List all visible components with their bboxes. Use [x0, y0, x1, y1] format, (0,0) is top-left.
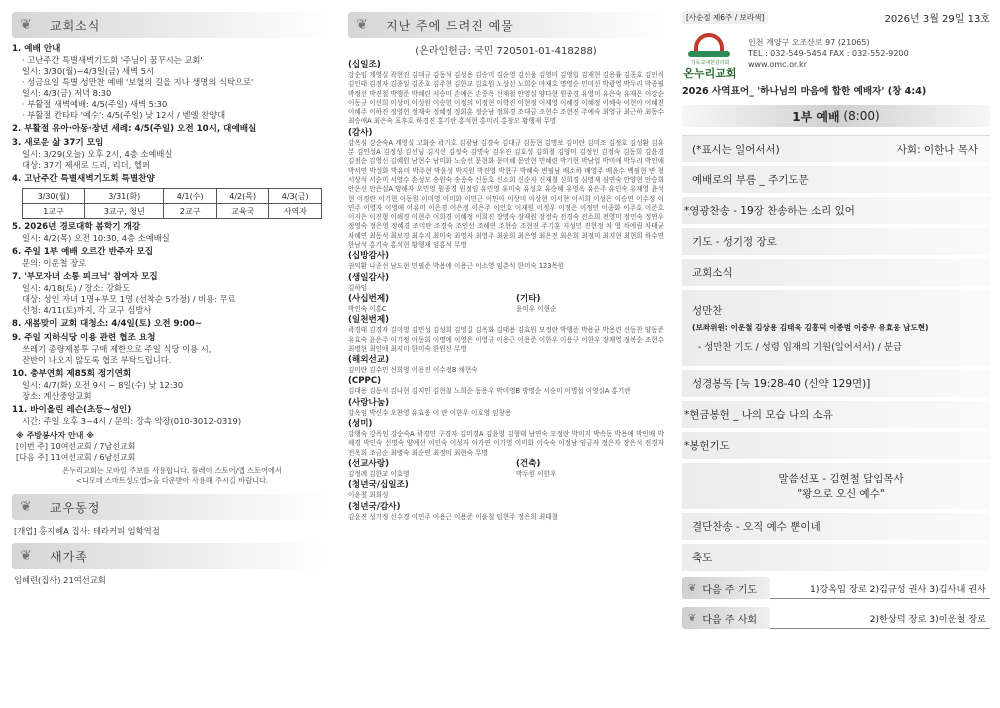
members-news-title: 교우동정 [50, 500, 101, 515]
star-mark: * [684, 408, 690, 421]
prayer-schedule-table [22, 188, 322, 219]
next-prayer-bar [682, 575, 990, 601]
offering-names: 박두원 이한우 [516, 469, 557, 478]
news-item-line: 잔반이 나오지 않도록 협조 부탁드립니다. [22, 355, 172, 365]
denomination-name: 기독교대한감리회 [690, 60, 730, 66]
church-address [748, 37, 909, 70]
offering-names: 김윤진 성기정 신수경 이민주 이용근 이용준 이윤철 임현주 정은희 최태철 [348, 512, 558, 521]
offerings-header [348, 12, 664, 38]
offering-names: 강옥임 박신수 오찬영 유효웅 이 란 이한우 이호영 임창용 [348, 408, 512, 417]
news-item-line: 시간: 주일 오후 3~4시 / 문의: 강속 악장(010-3012-0319) [22, 416, 242, 426]
offering-heading: (건축) [516, 458, 541, 469]
news-item [12, 44, 332, 121]
order-of-worship-column [674, 0, 1000, 708]
offering-groups-3 [348, 480, 664, 522]
next-leader-label: 다음 주 사회 [702, 614, 758, 626]
news-list-2 [12, 222, 332, 427]
offering-heading: (선교사랑) [348, 458, 390, 469]
order-item-text: 기도 - 성기정 장로 [692, 236, 777, 248]
offering-heading: (해외선교) [348, 355, 390, 366]
communion-assistants: (보좌위원: 이운철 김상용 김태욱 김흥덕 이종범 이중우 유효웅 남도현) [692, 323, 929, 332]
schedule-group-cell: 교육국 [216, 204, 269, 219]
schedule-group-cell: 2교구 [164, 204, 217, 219]
order-item [682, 370, 990, 397]
next-prayer-label: 다음 주 기도 [702, 584, 758, 596]
order-item [682, 259, 990, 286]
offering-names: 강옥심 강순숙A 계영실 고화순 곽기호 김광남 김경숙 김대규 김동현 김명보 김미란 김미조 김정호 김성환 김유분 김인성A 김정성 김선님 김지선 김정숙 김명숙 김우진 김호성 김희철 김양미 김정인 김정숙 김동희 김윤경 김점순 김영신 김혜원 남현수 남미화 노승선 문현화 문미혜 문안현 민혜련 박기현 박남일 박미애 박두리 박인애 박서연 박성화 박유미 박주현 박윤성 박지원 박진영 박현구 박혜숙 변필남 배소하 배영주 배윤수 백필현 변 철 서상석 서순미 서영수 손성모 송원숙 송종숙 신동호 신소희 신순자 신재철 신희경 심명재 심연숙 안양현 안승희 안은선 안은실A 양해자 오민영 원종경 원정임 유민영 유미숙 유성호 유승혜 유영옥 유은주 유인숙 유재영 윤석현 이경란 이기현 이동원 이미영 이미화 이민근 이민아 이상미 이상현 이서현 이서희 이성은 이승연 이수정 이연주 이영자 이영애 이유미 이은경 이은정 이은주 이인호 이재원 이정우 이정은 이정민 이종화 이주호 이준호 이지은 이진형 이해경 이현주 이희경 이혜정 이희진 장명숙 장재원 장정숙 전경숙 전소희 전영미 정민숙 정연우 정영숙 정은영 정혜경 조미란 조경숙 조인선 조해연 조현승 조현진 주기훈 지성민 진현정 차 영 차에림 차태균 차혜연 최동식 최보경 최수지 최미숙 최영자 최영주 최윤희 최은영 최은진 최은희 최정미 최지현 최현희 하수연 한남석 홍기숙 홍석현 황행재 임홍석 무명 [348, 138, 664, 250]
service-title [682, 105, 990, 127]
news-item [12, 124, 332, 135]
order-item-text: 결단찬송 - 오직 예수 뿐이네 [692, 521, 821, 533]
offering-heading: (십일조) [348, 60, 381, 70]
communion-row [682, 290, 990, 366]
news-item-heading: 9. 주일 지하식당 이용 관련 협조 요청 [12, 333, 156, 343]
offering-heading: (십방감사) [348, 251, 390, 262]
schedule-group-cell: 사역자 [269, 204, 322, 219]
bulletin-date: 2026년 3월 29일 13호 [884, 14, 990, 25]
offering-names: 김대용 김동석 김나현 김지민 김현철 노희순 동용우 박미영B 방명순 서승미 이명섭 이영실A 홍기란 [348, 387, 631, 396]
news-item-heading: 5. 2026년 경로대학 봄학기 개강 [12, 222, 141, 232]
offering-pair [348, 294, 664, 315]
schedule-group-cell: 3교구, 청년 [85, 204, 164, 219]
schedule-group-cell: 1교구 [23, 204, 85, 219]
communion-detail: - 성만찬 기도 / 성령 임재의 기원(일어서서) / 분급 [698, 342, 902, 353]
church-name: 온누리교회 [683, 67, 737, 80]
offering-heading: (생일감사) [348, 272, 390, 283]
news-item [12, 272, 332, 316]
news-item-line: 일시: 3/30(월)~4/3일(금) 새벽 5시 [22, 66, 154, 76]
schedule-day-cell: 4/2(목) [216, 189, 269, 204]
order-item [682, 401, 990, 428]
new-family-title: 새가족 [50, 549, 88, 564]
website-link[interactable]: www.omc.or.kr [748, 59, 807, 69]
schedule-groups-row [23, 204, 322, 219]
news-item-heading: 1. 예배 안내 [12, 44, 61, 54]
bulletin-meta [682, 10, 990, 25]
new-family-text: 임혜련(집사) 21여선교회 [14, 575, 106, 585]
news-item-line: · 부활절 칸타타 '예수': 4/5(주일) 낮 12시 / 벧엘 찬양대 [22, 110, 226, 120]
offerings-title: 지난 주에 드려진 예물 [386, 18, 514, 33]
news-item [12, 319, 332, 330]
next-prayer-names: 1)강옥임 장로 2)김규성 권사 3)김사내 권사 [770, 577, 990, 599]
news-item-line: 장소: 계산중앙교회 [22, 391, 92, 401]
news-item-heading: 11. 바이올린 레슨(초등~성인) [12, 405, 132, 415]
news-header [12, 12, 332, 38]
service-time: (8:00) [843, 109, 880, 123]
order-item-text: 봉헌기도 [689, 440, 730, 452]
news-item-line: 쓰레기 종량제봉투 구매 제한으로 주일 식당 이용 시, [22, 344, 212, 354]
order-item-text: 영광찬송 - 19장 찬송하는 소리 있어 [689, 205, 855, 217]
news-item-heading: 8. 새봄맞이 교회 대청소: 4/4일(토) 오전 9:00~ [12, 319, 203, 329]
online-account: (온라인헌금: 국민 720501-01-418288) [415, 46, 597, 57]
offering-names: 김정례 김한교 이호영 [348, 469, 410, 478]
sermon-title: "왕으로 오신 예수" [797, 488, 885, 500]
news-item-line: · 고난주간 특별새벽기도회 '주님이 꿈꾸시는 교회' [22, 55, 203, 65]
offering-groups-2 [348, 315, 664, 458]
news-item-line: 신청: 4/11(토)까지, 각 교구 심방사 [22, 305, 152, 315]
offering-heading: (성미) [348, 419, 373, 430]
news-item-heading: 7. '부모자녀 소통 피크닉' 참여자 모집 [12, 272, 158, 282]
offering-names: 윤미우 이현순 [516, 304, 557, 313]
news-item-heading: 2. 부활절 유아·아동·장년 세례: 4/5(주일) 오전 10시, 대예배실 [12, 124, 257, 134]
offering-heading: (기타) [516, 293, 541, 304]
members-news-text: [개업] 홍지혜A 집사: 테라커피 임학역점 [14, 526, 160, 536]
kitchen-duty-next-week: [다음 주] 11여선교회 / 6남선교회 [16, 453, 136, 462]
order-note-row [682, 136, 990, 162]
offering-heading: (일천번제) [348, 315, 390, 326]
leaf-icon: ❦ [20, 499, 32, 515]
offering-heading: (사십번제) [348, 293, 390, 304]
offering-heading: (CPPC) [348, 376, 382, 387]
star-mark: * [684, 439, 690, 452]
offering-names: 김미란 김수민 신희영 이용진 이수정B 채현숙 [348, 366, 478, 375]
news-item-line: 대상: 37기 제새로 드리, 리더, 헬퍼 [22, 160, 150, 170]
news-item-line: 일시: 3/29(오늘) 오후 2시, 4층 소예배실 [22, 149, 173, 159]
news-item-heading: 6. 주일 1부 예배 오르간 반주자 모집 [12, 247, 154, 257]
order-item-text: 예배로의 부름 _ 주기도문 [692, 174, 809, 186]
order-item-text: 교회소식 [692, 267, 733, 279]
offering-heading: (감사) [348, 127, 373, 138]
news-item [12, 405, 332, 427]
schedule-days-row [23, 189, 322, 204]
service-leader: 사회: 이한나 목사 [896, 143, 978, 156]
church-logo [682, 31, 738, 80]
offering-heading: (청년국/감사) [348, 501, 401, 512]
order-item [682, 513, 990, 540]
order-item [682, 166, 990, 193]
news-item-heading: 3. 새로운 삶 37기 모임 [12, 138, 104, 148]
address-line: 인천 계양구 오조산로 97 (21065) [748, 37, 870, 47]
offering-names: 곽경태 김경자 김미영 김민성 김성희 김영길 김옥화 김태용 김효원 모정란 박행준 박용균 박용련 신동찬 양동준 유효숙 윤은주 이기정 이동희 이명에 이영은 이영규 이용근 이용준 이한우 이용구 이한우 장재영 정복순 조현수 최병현 최인애 최지미 한미숙 한원선 무명 [348, 326, 664, 353]
order-item [682, 228, 990, 255]
kitchen-duty-heading: ※ 주방봉사자 안내 ※ [16, 431, 95, 440]
church-header [682, 31, 990, 80]
order-item [682, 432, 990, 459]
order-item-text: 축도 [692, 552, 713, 564]
news-item [12, 369, 332, 402]
offering-heading: (청년국/십일조) [348, 480, 409, 491]
order-item [682, 544, 990, 571]
standing-note: (*표시는 일어서서) [692, 143, 780, 156]
offering-names: 권익환 나종선 남도현 민필준 박용애 이용근 이소영 임춘식 한미숙 123목원 [348, 262, 565, 271]
new-family-header [12, 543, 332, 569]
news-item-line: 일시: 4/18(토) / 장소: 강화도 [22, 283, 131, 293]
news-item [12, 138, 332, 171]
service-name: 1부 예배 [792, 109, 840, 124]
sermon-row [682, 463, 990, 509]
sermon-speaker: 말씀선포 - 김현철 담임목사 [778, 473, 904, 485]
news-item [12, 174, 332, 185]
news-title: 교회소식 [50, 18, 101, 33]
news-item-heading: 4. 고난주간 특별새벽기도회 특별찬양 [12, 174, 155, 184]
news-item-line: 일시: 4/2(목) 오전 10:30, 4층 소예배실 [22, 233, 170, 243]
phone-fax-line: TEL : 032-549-5454 FAX : 032-552-9200 [748, 48, 909, 58]
news-item-line: · 부활절 새벽예배: 4/5(주일) 새벽 5:30 [22, 99, 168, 109]
news-item-line: 문의: 이운철 장로 [22, 258, 87, 268]
news-column [0, 0, 338, 708]
mobile-bulletin-note: 온누리교회는 모바일 주보를 사용합니다. 플레이 스토어/앱 스토어에서 [62, 466, 282, 475]
news-item-line: 일시: 4/3(금) 저녁 8:30 [22, 88, 112, 98]
offering-names: 강순임 계영실 곽현진 김대규 김동석 김성용 김승미 김순영 김신웅 김영미 김영일 김재현 김용률 김종호 김인식 김인태 김점자 김종일 김준호 김주현 김한교 김효원 노상선 노희순 마재호 명영순 민미선 박광영 박두리 박종필 박정선 박진철 박행준 박혜린 서승미 손예은 손종옥 신재철 안영실 양다현 원종경 유영미 유은숙 유재은 이강순 이동규 이선희 이상미 이성원 이승헌 이정의 이정현 이학진 이현정 이재영 이혜경 이혜정 이혜숙 이현아 이혜진 이혜주 이하진 정영헌 정재숙 정혜정 정회훈 정순남 정희경 조대금 조현수 조현진 주예숙 최영규 최근하 최동수 최승애A 최은숙 표후호 하경진 홍기란 홍석현 홍미리 홍창모 황행재 무명 [348, 71, 664, 126]
order-item-text: 성경봉독 [눅 19:28-40 (신약 129면)] [692, 378, 871, 390]
leaf-icon: ❦ [356, 17, 368, 33]
offering-names: 이윤철 최희성 [348, 491, 389, 500]
members-news-header [12, 494, 332, 520]
communion-heading: 성만찬 [692, 305, 723, 317]
order-item-text: 현금봉헌 _ 나의 모습 나의 소유 [689, 409, 833, 421]
schedule-day-cell: 3/30(월) [23, 189, 85, 204]
news-item-line: 일시: 4/7(화) 오전 9시 ~ 8일(수) 낮 12:30 [22, 380, 184, 390]
leaf-icon: ❦ [688, 612, 697, 624]
star-mark: * [684, 204, 690, 217]
offering-names: 강행숙 강옥임 강순숙A 곽경민 구경자 김미경A 김윤영 김형태 남연숙 모정란 박미지 박속동 박용애 박인배 박해경 박인숙 신명숙 양예선 이인숙 이성자 이가연 이기영 이미화 이숙숙 이정남 임금자 정은자 장은석 전경자 전옥희 조금순 최병숙 최순연 최정미 최현숙 무명 [348, 430, 664, 457]
offering-pair [348, 459, 664, 480]
order-item [682, 197, 990, 224]
schedule-day-cell: 4/1(수) [164, 189, 217, 204]
next-leader-bar [682, 605, 990, 631]
news-list [12, 44, 332, 185]
news-item-line: · 성금요일 특별 성만찬 예배 '보혈의 길을 지나 생명의 식탁으로' [22, 77, 254, 87]
offerings-column [342, 0, 668, 708]
schedule-day-cell: 3/31(화) [85, 189, 164, 204]
order-list [682, 135, 990, 571]
ministry-theme: 2026 사역표어_ '하나님의 마음에 합한 예배자' (창 4:4) [682, 86, 927, 97]
mobile-bulletin-note-2: <디모데 스마트성도앱>을 다운받아 사용해 주시길 바랍니다. [75, 476, 269, 485]
news-item-line: 대상: 성인 자녀 1명+부모 1명 (선착순 5가정) / 비용: 무료 [22, 294, 236, 304]
leaf-icon: ❦ [20, 548, 32, 564]
leaf-icon: ❦ [688, 582, 697, 594]
news-item [12, 247, 332, 269]
kitchen-duty-this-week: [이번 주] 10여선교회 / 7남선교회 [16, 442, 136, 451]
offering-heading: (사랑나눔) [348, 397, 390, 408]
season-badge: [사순절 제6주 / 보라색] [682, 11, 768, 24]
offering-groups [348, 60, 664, 293]
schedule-day-cell: 4/3(금) [269, 189, 322, 204]
offering-names: 김하임 [348, 283, 368, 292]
news-item [12, 333, 332, 366]
leaf-icon: ❦ [20, 17, 32, 33]
offering-names: 박인숙 이홍C [348, 304, 387, 313]
news-item [12, 222, 332, 244]
news-item-heading: 10. 충부연회 제85회 정기연회 [12, 369, 132, 379]
next-leader-names: 2)한상덕 장로 3)이운철 장로 [770, 607, 990, 629]
